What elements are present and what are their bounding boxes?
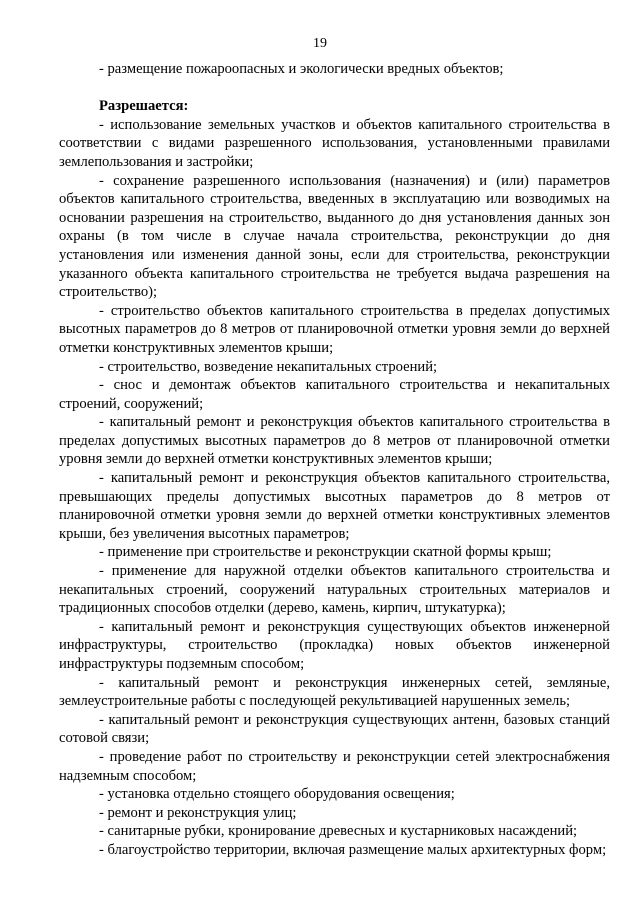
list-item: - использование земельных участков и объектов капитального строительства в соответствии с видами разрешенного использования, установленными правилами землепользования и застройки;	[59, 116, 610, 170]
list-item: - капитальный ремонт и реконструкция инженерных сетей, земляные, землеустроительные работы с последующей рекультивацией нарушенных земель;	[59, 674, 610, 710]
list-item: - капитальный ремонт и реконструкция существующих объектов инженерной инфраструктуры, строительство (прокладка) новых объектов инженерной инфраструктуры подземным способом;	[59, 618, 610, 672]
list-item: - капитальный ремонт и реконструкция объектов капитального строительства, превышающих пределы допустимых высотных параметров до 8 метров от планировочной отметки уровня земли до верхней отметки конструктивных элементов крыши, без увеличения высотных параметров;	[59, 470, 610, 542]
list-item: - снос и демонтаж объектов капитального строительства и некапитальных строений, сооружений;	[59, 377, 610, 412]
list-item: - ремонт и реконструкция улиц;	[99, 804, 297, 821]
list-item-intro: - размещение пожароопасных и экологически вредных объектов;	[99, 61, 504, 77]
section-heading: Разрешается:	[99, 98, 189, 115]
list-item: - капитальный ремонт и реконструкция объектов капитального строительства в пределах допустимых высотных параметров до 8 метров от планировочной отметки уровня земли до верхней отметки конструктивных элементов крыши;	[59, 414, 610, 468]
document-body	[59, 60, 610, 860]
list-item: - строительство, возведение некапитальных строений;	[99, 358, 438, 375]
list-item: - установка отдельно стоящего оборудования освещения;	[99, 786, 455, 803]
list-item: - строительство объектов капитального строительства в пределах допустимых высотных параметров до 8 метров от планировочной отметки уровня земли до верхней отметки конструктивных элементов крыши;	[59, 302, 610, 356]
list-item: - применение для наружной отделки объектов капитального строительства и некапитальных строений, сооружений натуральных строительных материалов и традиционных способов отделки (дерево, камень, кирпич, штукатурка);	[59, 563, 610, 617]
list-item: - капитальный ремонт и реконструкция существующих антенн, базовых станций сотовой связи;	[59, 711, 610, 747]
list-item: - сохранение разрешенного использования (назначения) и (или) параметров объектов капитального строительства, введенных в эксплуатацию или возводимых на основании разрешения на строительство, выданного до дня установления данных зон охраны (в том числе в случае начала строительства, реконструкции до дня установления или изменения данной зоны, если для строительства, реконструкции указанного объекта капитального строительства не требуется выдача разрешения на строительство);	[59, 172, 610, 301]
page-number: 19	[313, 36, 327, 51]
list-item: - санитарные рубки, кронирование древесных и кустарниковых насаждений;	[99, 823, 578, 840]
list-item: - благоустройство территории, включая размещение малых архитектурных форм;	[99, 841, 607, 858]
list-item: - применение при строительстве и реконструкции скатной формы крыш;	[99, 544, 552, 561]
list-item: - проведение работ по строительству и реконструкции сетей электроснабжения надземным способом;	[59, 748, 610, 784]
